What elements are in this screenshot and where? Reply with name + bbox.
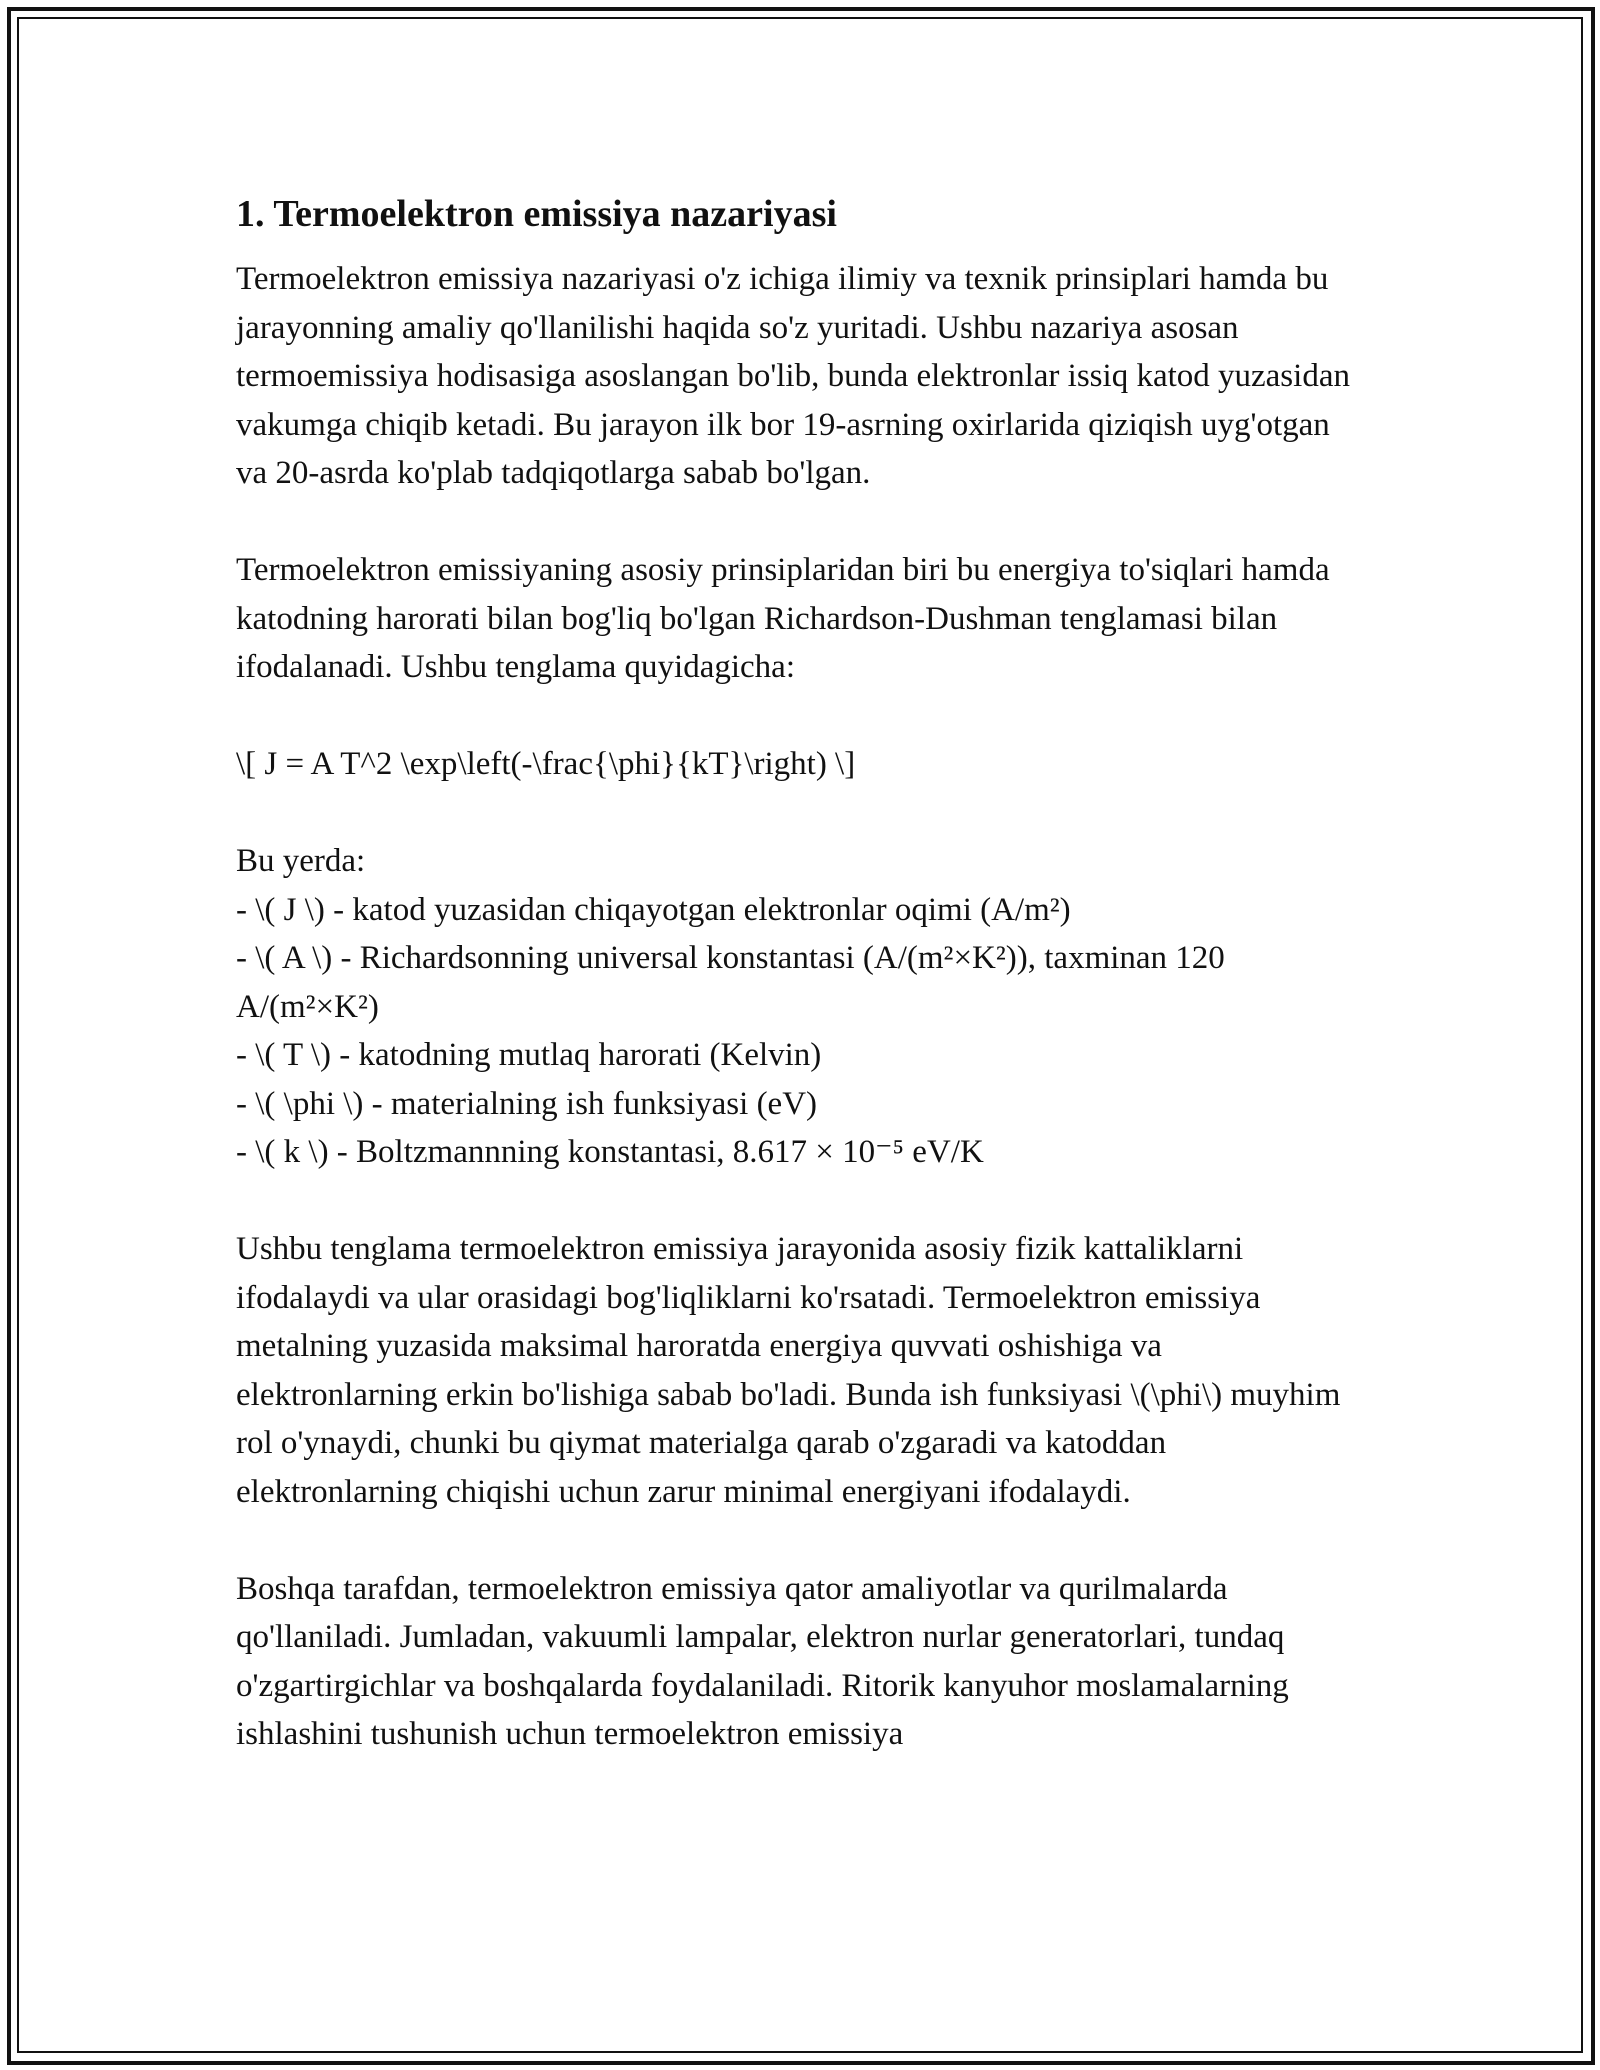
intro-paragraph: Termoelektron emissiya nazariyasi o'z ichiga ilimiy va texnik prinsiplari hamda bu jarayonning amaliy qo'llanilishi haqida so'z yuritadi. Ushbu nazariya asosan termoemissiya hodisasiga asoslangan bo'lib, bunda elektronlar issiq katod yuzasidan vakumga chiqib ketadi. Bu jarayon ilk bor 19-asrning oxirlarida qiziqish uyg'otgan va 20-asrda ko'plab tadqiqotlarga sabab bo'lgan. [236, 261, 1350, 491]
document-body [236, 185, 1366, 1759]
applications-paragraph: Boshqa tarafdan, termoelektron emissiya qator amaliyotlar va qurilmalarda qo'llaniladi. Jumladan, vakuumli lampalar, elektron nurlar generatorlari, tundaq o'zgartirgichlar va boshqalarda foydalaniladi. Ritorik kanyuhor moslamalarning ishlashini tushunish uchun termoelektron emissiya [236, 1570, 1289, 1752]
equation-line: \[ J = A T^2 \exp\left(-\frac{\phi}{kT}\right) \] [236, 746, 856, 782]
legend-intro: Bu yerda: [236, 843, 366, 879]
legend-item-a: - \( A \) - Richardsonning universal konstantasi (A/(m²×K²)), taxminan 120 A/(m²×K²) [236, 940, 1225, 1025]
legend-block [236, 837, 1366, 1177]
section-heading: 1. Termoelektron emissiya nazariyasi [236, 193, 837, 235]
principle-paragraph: Termoelektron emissiyaning asosiy prinsiplaridan biri bu energiya to'siqlari hamda katodning harorati bilan bog'liq bo'lgan Richardson-Dushman tenglamasi bilan ifodalanadi. Ushbu tenglama quyidagicha: [236, 552, 1330, 685]
explanation-paragraph: Ushbu tenglama termoelektron emissiya jarayonida asosiy fizik kattaliklarni ifodalaydi va ular orasidagi bog'liqliklarni ko'rsatadi. Termoelektron emissiya metalning yuzasida maksimal haroratda energiya quvvati oshishiga va elektronlarning erkin bo'lishiga sabab bo'ladi. Bunda ish funksiyasi \(\phi\) muyhim rol o'ynaydi, chunki bu qiymat materialga qarab o'zgaradi va katoddan elektronlarning chiqishi uchun zarur minimal energiyani ifodalaydi. [236, 1231, 1341, 1510]
legend-item-phi: - \( \phi \) - materialning ish funksiyasi (eV) [236, 1085, 818, 1122]
legend-item-t: - \( T \) - katodning mutlaq harorati (Kelvin) [236, 1037, 822, 1073]
legend-item-k: - \( k \) - Boltzmannning konstantasi, 8.617 × 10⁻⁵ eV/K [236, 1134, 984, 1170]
legend-item-j: - \( J \) - katod yuzasidan chiqayotgan elektronlar oqimi (A/m²) [236, 891, 1071, 928]
legend-list [236, 886, 1366, 1177]
